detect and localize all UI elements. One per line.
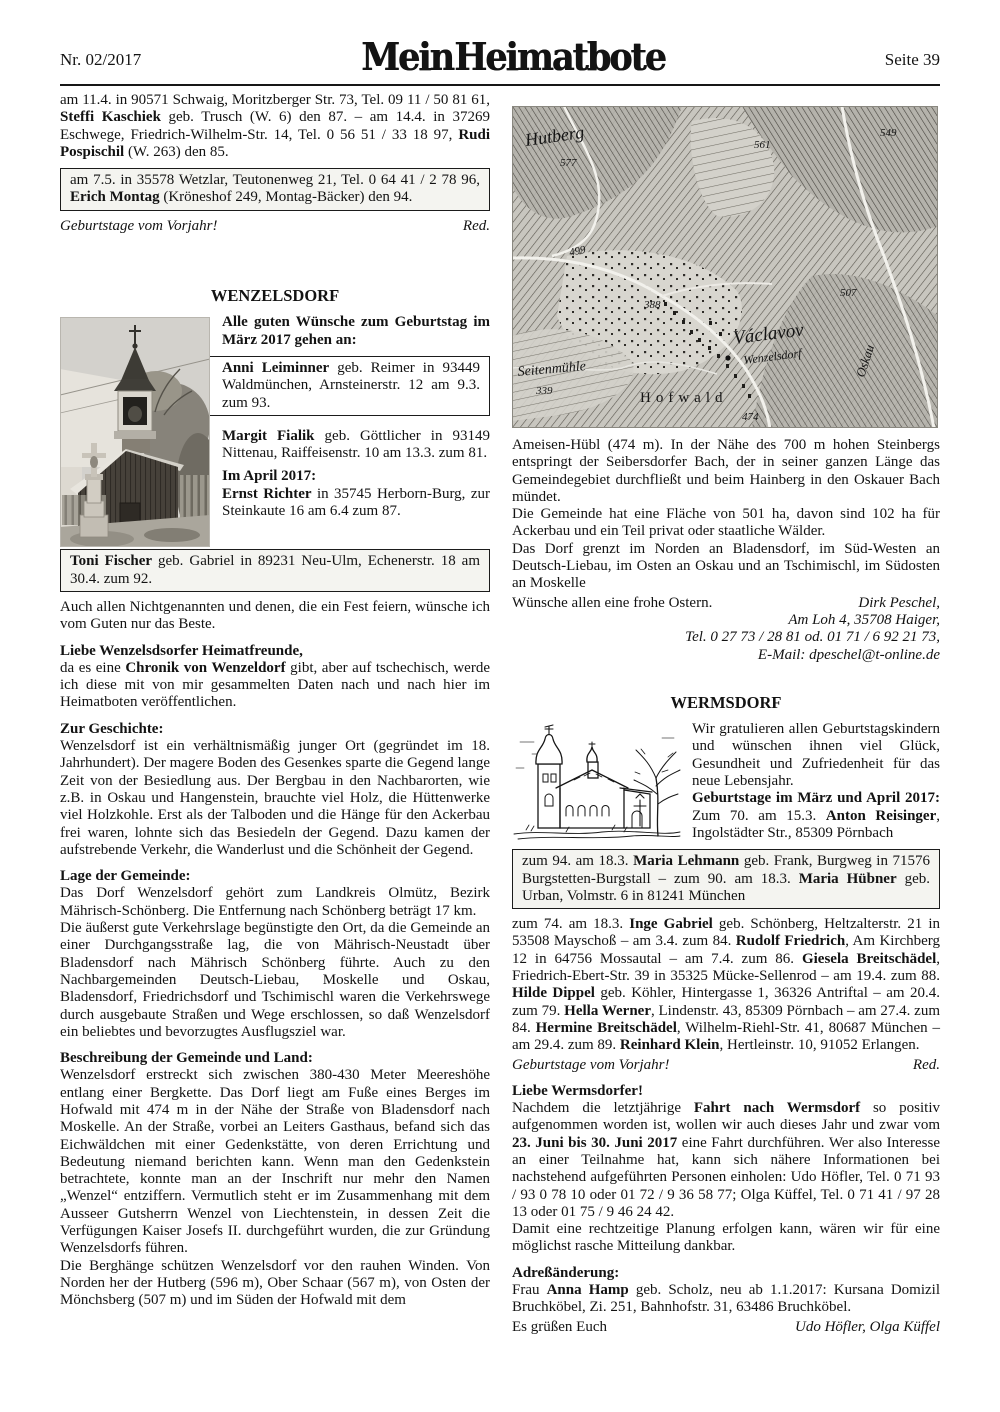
text-run: geb. Göttlicher in 93149 Nittenau, Raiffeisenstr. 10 am 13.3. zum 81. [222,427,490,462]
masthead: Mein Heimatbote [361,34,665,81]
text-run: (Kröneshof 249, Montag-Bäcker) den 94. [159,189,413,206]
text-run: geb. Trusch (W. 6) den 87. – am 14.4. in 37269 Eschwege, Friedrich-Wilhelm-Str. 14, Tel. 0 56 51 / 33 18 97, [60,109,491,143]
text-run: , Friedrich-Ebert-Str. 39 in 35325 Mücke-Sellenrod – am 19.4. zum 88. [512,950,941,985]
text-run: Frau [512,1282,547,1299]
text-run: Ernst Richter [222,485,312,502]
beschreibung-heading: Beschreibung der Gemeinde und Land: [60,1050,313,1067]
map-label-339: 339 [536,385,553,397]
text-run: , Ingolstädter Str., 85309 Pörnbach [692,807,940,841]
map-label-hutberg: Hutberg [523,121,586,150]
birthday-box-maria [512,849,940,909]
closing-greeting: Es grüßen Euch [512,1318,607,1335]
issue-number: Nr. 02/2017 [60,50,142,69]
text-run: am 7.5. in 35578 Wetzlar, Teutonenweg 21, Tel. 0 64 41 / 2 78 96, [70,172,480,189]
beschreibung-paragraph-2: Die Berghänge schützen Wenzelsdorf vor den rauhen Winden. Von Norden her der Hutberg (596 m), Ober Schaar (567 m), von Osten der Mönchsberg (507 m) und im Süden der Hofwald mit dem [60,1257,490,1309]
text-run: zum 74. am 18.3. [512,916,630,933]
topographic-map [512,106,938,428]
editor-credit: Red. [462,217,490,234]
wermsdorfer-heading: Liebe Wermsdorfer! [512,1082,643,1099]
text-run: Margit Fialik [222,427,315,444]
ameisen-paragraph: Ameisen-Hübl (474 m). In der Nähe des 700 m hohen Steinbergs entspringt der Seibersdorfer Bach, der in seiner ganzen Länge das Gemeindegebiet durchfließt und beim Hainberg in den Oskauer Bach mündet. [512,437,940,505]
author-email: E-Mail: dpeschel@t-online.de [757,646,940,663]
author-address: Am Loh 4, 35708 Haiger, [788,611,940,628]
text-run: , Wilhelm-Riehl-Str. 41, 80687 München – am 29.4. zum 89. [512,1019,940,1054]
april-heading: Im April 2017: [222,468,317,485]
adresse-paragraph [512,1282,940,1317]
text-run: geb. Köhler, Hintergasse 1, 36326 Antriftal – am 20.4. zum 79. [512,985,940,1019]
text-run: 23. Juni bis 30. Juni 2017 [512,1134,678,1151]
adresse-heading: Adreßänderung: [512,1264,620,1281]
map-label-561: 561 [754,139,771,151]
geschichte-paragraph: Wenzelsdorf ist ein verhältnismäßig junger Ort (gegründet im 18. Jahrhundert). Der magere Boden des Gesenkes sparte die Gegend lange Zeit von der Besiedlung aus. Der Bergbau in den Nachbarorten, wie z.B. in Oskau und Hangenstein, brauchte viel Holz, die Hüttenwerke viel Holzkohle. Erst als der Talboden und die Hänge für den Ackerbau frei waren, lohnte sich das Besiedeln der Gegend. Dazu kamen der aufstrebende Verkehr, die Wanderlust und die Schönheit der Gegend. [60,738,490,858]
map-label-seitenmuehle: Seitenmühle [517,359,587,380]
text-run: Anna Hamp [546,1282,629,1299]
page-header [60,34,940,81]
text-run: Nachdem die letztjährige [512,1100,694,1117]
fahrt-paragraph [512,1100,940,1221]
map-label-507: 507 [840,287,857,299]
text-run: , Lindenstr. 43, 85309 Pörnbach – am 27.4. zum 84. [512,1002,940,1036]
header-rule [60,84,940,86]
vorjahr-note: Geburtstage vom Vorjahr! [512,1056,670,1073]
map-label-549: 549 [880,127,897,139]
ostern-row [512,595,940,612]
text-run: Geburtstage im März und April 2017: [692,790,940,807]
geschichte-heading: Zur Geschichte: [60,720,164,737]
gratulation-paragraph: Wir gratulieren allen Geburtstagskindern und wünschen ihnen viel Glück, Gesundheit und Zufriedenheit für das neue Lebensjahr. [692,721,940,790]
chapel-photo [60,317,210,547]
planung-paragraph: Damit eine rechtzeitige Planung erfolgen kann, wären wir für eine möglichst rasche Mitteilung dankbar. [512,1221,940,1255]
text-run: Erich Montag [70,189,160,206]
text-run: , Hertleinstr. 10, 91052 Erlangen. [719,1037,920,1054]
ostern-wish: Wünsche allen eine frohe Ostern. [512,594,713,611]
birthdays-paragraph [512,916,940,1054]
map-label-hofwald: Hofwald [640,390,728,406]
byline-row [60,218,490,235]
editor-credit: Red. [912,1056,940,1073]
text-run: in 35745 Herborn-Burg, zur Steinkaute 16 am 6.4 zum 87. [222,485,490,520]
vorjahr-note: Geburtstage vom Vorjahr! [60,217,218,234]
author-phone: Tel. 0 27 73 / 28 81 od. 01 71 / 6 92 21 73, [685,629,940,646]
text-run: am 11.4. in 90571 Schwaig, Moritzberger Str. 73, Tel. 09 11 / 50 81 61, [60,92,490,108]
section-heading-wenzelsdorf: WENZELSDORF [210,286,340,306]
text-run: Steffi Kaschiek [60,109,161,126]
map-label-wenzelsdorf: Wenzelsdorf [742,345,803,367]
box-text [70,553,480,588]
map-label-388: 388 [644,299,661,311]
text-run: da es eine [60,659,126,676]
right-column [512,92,940,1336]
author-name: Dirk Peschel, [858,594,940,611]
closing-names: Udo Höfler, Olga Küffel [795,1318,940,1335]
box-text [522,853,930,905]
closing-row [512,1319,940,1336]
box-text [70,172,480,207]
text-run: so positiv aufgenommen worden ist, wollen wir auch dieses Jahr und zwar vom [512,1100,941,1134]
birthday-paragraph [60,92,490,161]
flaeche-paragraph: Die Gemeinde hat eine Fläche von 501 ha, davon sind 102 ha für Ackerbau und ein Teil privat oder staatliche Wälder. [512,506,940,540]
text-run: geb. Gabriel in 89231 Neu-Ulm, Echenerstr. 18 am 30.4. zum 92. [70,553,480,587]
text-run: Anni Leiminner [222,359,330,376]
heimatfreunde-heading: Liebe Wenzelsdsorfer Heimatfreunde, [60,642,303,659]
chronik-paragraph [60,660,490,712]
lage-paragraph-2: Die äußerst gute Verkehrslage begünstigte den Ort, da die Gemeinde an einer Durchgangsstraße lag, die von Mährisch-Neustadt über Bladensdorf nach Mährisch Schönberg führte. Auch zu den Nachbargemeinden Deutsch-Liebau, Moskelle und Oskau, Bladensdorf, Friedrichsdorf und Tschimischl waren die Verkehrswege durch ausgebaute Straßen und Wege erschlossen, so daß Wenzelsdorf ein beliebtes und bevorzugtes Ausflugsziel war. [60,920,490,1040]
lage-paragraph-1: Das Dorf Wenzelsdorf gehört zum Landkreis Olmütz, Bezirk Mährisch-Schönberg. Die Entfernung nach Schönberg beträgt 17 km. [60,885,490,919]
text-run: geb. Scholz, neu ab 1.1.2017: Kursana Domizil Bruchköbel, Zi. 251, Bahnhofstr. 31, 63486 Bruchköbel. [512,1282,940,1316]
greeting-paragraph: Auch allen Nichtgenannten und denen, die ein Fest feiern, wünsche ich vom Guten nur das Beste. [60,598,490,633]
text-run: , Am Kirchberg 12 in 64756 Mossautal – am 7.4. zum 86. [512,933,941,967]
text-run: geb. Frank, Burgweg in 71576 Burgstetten-Burgstall – zum 90. am 18.3. [522,853,931,887]
birthday-box-erich-montag [60,168,490,211]
text-run: Hella Werner [564,1002,651,1019]
text-run: (W. 263) den 85. [124,143,229,160]
map-label-499: 499 [568,243,587,259]
text-run: Rudi Pospischil [60,126,490,160]
map-label-oskau: Oskau [852,342,878,379]
map-label-474: 474 [742,411,759,423]
text-run: Maria Lehmann [633,853,740,870]
text-run: Rudolf Friedrich [735,933,846,950]
text-run: Zum 70. am 15.3. [692,807,826,824]
text-run: Hilde Dippel [512,985,595,1002]
map-label-vaclavov: Václavov [732,319,805,349]
text-run: geb. Reimer in 93449 Waldmünchen, Arnsteinerstr. 12 am 9.3. zum 93. [222,359,480,411]
text-run: Toni Fischer [70,553,153,570]
map-label-577: 577 [560,157,577,169]
lage-heading: Lage der Gemeinde: [60,868,191,885]
text-run: geb. Schönberg, Heltzalterstr. 21 in 53508 Mayschoß – am 3.4. zum 84. [512,916,941,950]
text-run: Fahrt nach Wermsdorf [693,1100,861,1117]
text-run: Maria Hübner [798,870,897,887]
grenzen-paragraph: Das Dorf grenzt im Norden an Bladensdorf, im Süd-Westen an Deutsch-Liebau, im Osten an Oskau und an Tschimischl, im Südosten an Moskelle [512,540,940,592]
byline-row [512,1057,940,1074]
text-run: Inge Gabriel [629,916,713,933]
birthday-box-toni-fischer [60,549,490,592]
text-run: zum 94. am 18.3. [522,853,634,870]
text-run: eine Fahrt durchführen. Wer also Interesse an einer Teilnahme hat, kann sich nähere Informationen bei nachstehend aufgeführten Personen einholen: Udo Höfler, Tel. 0 71 93 / 93 0 78 10 oder 01 72 / 9 36 58 77; Olga Küffel, Tel. 0 71 41 / 97 28 13 oder 01 75 / 9 46 24 42. [512,1134,940,1220]
text-run: gibt, aber auf tschechisch, werde ich diese mit von mir gesammelten Daten nach und nach hier im Heimatboten veröffentlichen. [60,659,490,711]
text-run: Reinhard Klein [619,1037,720,1054]
section-heading-wermsdorf: WERMSDORF [670,692,782,712]
text-run: Chronik von Wenzeldorf [125,659,286,676]
wishes-heading: Alle guten Wünsche zum Geburtstag im März 2017 gehen an: [222,314,490,348]
text-run: Giesela Breitschädel [801,950,937,967]
page-number: Seite 39 [884,50,940,69]
text-run: Hermine Breitschädel [535,1019,677,1036]
text-run: Anton Reisinger [825,807,937,824]
beschreibung-paragraph-1: Wenzelsdorf erstreckt sich zwischen 380-430 Meter Meereshöhe entlang einer Bergkette. Das Dorf liegt am Fuße eines Berges im Hofwald mit 474 m in der Nähe der Straße von Bladensdorf nach Moskelle. An der Straße, vorbei an Leiters Gasthaus, befand sich das Eichwäldchen mit einer Gedenkstätte, von deren Errichtung und Bedeutung niemand berichten kann. Wenn man den Gedenkstein betrachtete, konnte man an der Inschrift nur mehr den Namen „Wenzel“ entziffern. Vermutlich steht er im Zusammenhang mit dem Ausseer Gutsherrn Wenzel von Liechtenstein, in dessen Zeit die Verfügungen Kaiser Josefs II. durchgeführt wurden, die zur Gründung Wenzelsdorfs führen. [60,1067,490,1257]
left-column [60,92,490,1310]
church-sketch [512,724,682,842]
text-run: geb. Urban, Volmstr. 6 in 81241 München [522,870,930,904]
